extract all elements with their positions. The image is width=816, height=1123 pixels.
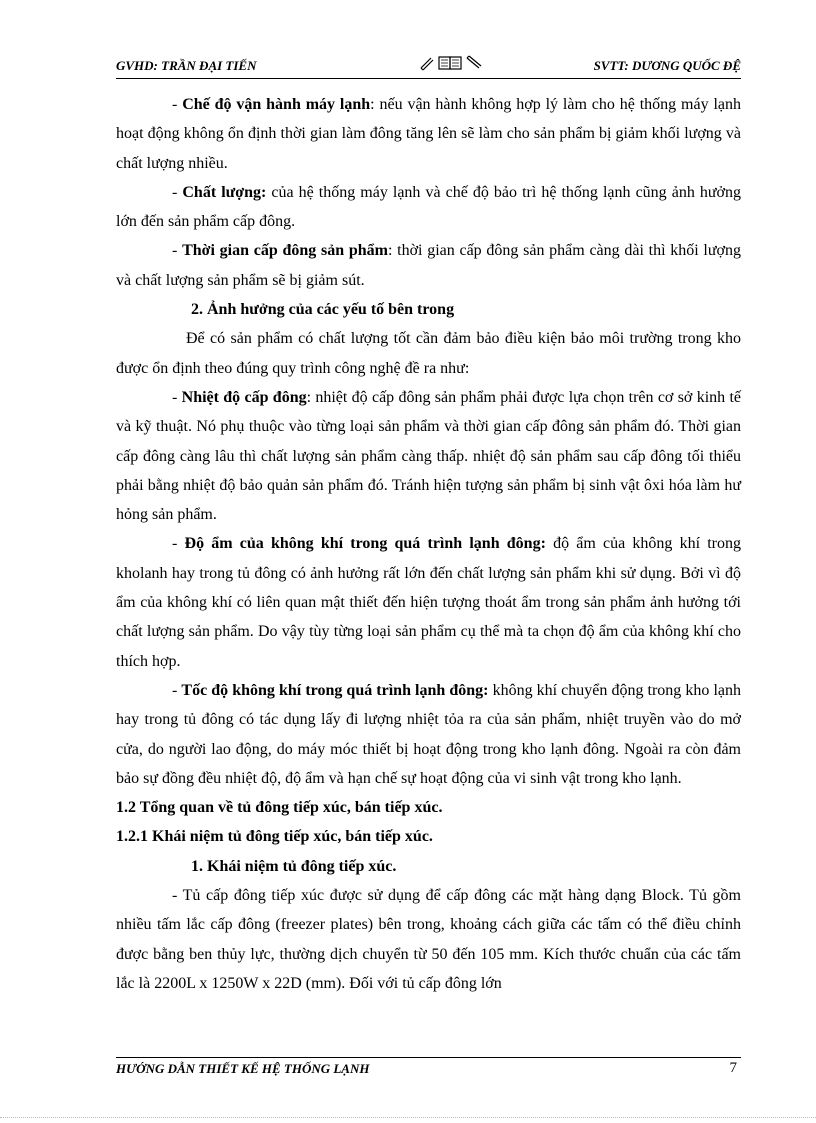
term-humidity: Độ ẩm của không khí trong quá trình lạnh đông:	[184, 535, 546, 553]
paragraph-humidity	[116, 529, 741, 675]
page-footer	[116, 1057, 741, 1076]
dash: -	[172, 887, 183, 905]
page-number: 7	[729, 1060, 737, 1076]
term-freezing-temperature: Nhiệt độ cấp đông	[181, 388, 307, 406]
paragraph-text: độ ẩm của không khí trong kholanh hay trong tủ đông có ảnh hưởng rất lớn đến chất lượng sản phẩm khi sử dụng. Bởi vì độ ẩm của không khí có liên quan mật thiết đến hiện tượng thoát ẩm trong sản phẩm ảnh hưởng tới chất lượng sản phẩm. Do vậy tùy từng loại sản phẩm cụ thể mà ta chọn độ ẩm của không khí cho thích hợp.	[116, 535, 741, 670]
heading-1-2: 1.2 Tổng quan về tủ đông tiếp xúc, bán tiếp xúc.	[116, 799, 443, 817]
dash: -	[172, 535, 185, 553]
paragraph-freezing-time	[116, 236, 741, 295]
paragraph-freezing-temperature	[116, 383, 741, 529]
dash: -	[172, 242, 183, 260]
footer-title: HƯỚNG DẪN THIẾT KẾ HỆ THỐNG LẠNH	[116, 1061, 370, 1076]
document-body	[116, 90, 741, 998]
paragraph-operation-mode	[116, 90, 741, 178]
term-freezing-time: Thời gian cấp đông sản phẩm	[182, 242, 388, 260]
paragraph-text: Tủ cấp đông tiếp xúc được sử dụng để cấp đông các mặt hàng dạng Block. Tủ gồm nhiều tấm lắc cấp đông (freezer plates) bên trong, khoảng cách giữa các tấm có thể điều chỉnh được bằng ben thủy lực, thường dịch chuyển từ 50 đến 105 mm. Kích thước chuẩn của các tấm lắc là 2200L x 1250W x 22D (mm). Đối với tủ cấp đông lớn	[116, 887, 741, 992]
term-air-speed: Tốc độ không khí trong quá trình lạnh đông:	[181, 681, 489, 699]
heading-1-2-1: 1.2.1 Khái niệm tủ đông tiếp xúc, bán tiếp xúc.	[116, 828, 433, 846]
paragraph-text: của hệ thống máy lạnh và chế độ bảo trì hệ thống lạnh cũng ảnh hưởng lớn đến sản phẩm cấp đông.	[116, 183, 741, 231]
page-edge-divider	[0, 1117, 816, 1118]
term-quality: Chất lượng:	[182, 183, 267, 201]
paragraph-text: : thời gian cấp đông sản phẩm càng dài thì khối lượng và chất lượng sản phẩm sẽ bị giảm sút.	[116, 242, 742, 289]
book-ornament-icon	[406, 54, 496, 72]
header-advisor: GVHD: TRẦN ĐẠI TIẾN	[116, 58, 257, 73]
paragraph-text: : nhiệt độ cấp đông sản phẩm phải được lựa chọn trên cơ sở kinh tế và kỹ thuật. Nó phụ thuộc vào từng loại sản phẩm và thời gian cấp đông sản phẩm đó. Thời gian cấp đông càng lâu thì chất lượng sản phẩm càng thấp. nhiệt độ sản phẩm sau cấp đông tối thiểu phải bằng nhiệt độ bảo quản sản phẩm đó. Tránh hiện tượng sản phẩm bị sinh vật ôxi hóa làm hư hỏng sản phẩm.	[116, 388, 742, 524]
term-operation-mode: Chế độ vận hành máy lạnh	[182, 96, 371, 113]
heading-contact-freezer: 1. Khái niệm tủ đông tiếp xúc.	[191, 857, 397, 875]
dash: -	[172, 183, 183, 201]
header-student: SVTT: DƯƠNG QUỐC ĐỆ	[593, 58, 741, 73]
dash: -	[172, 681, 182, 699]
dash: -	[172, 388, 182, 406]
dash: -	[172, 96, 183, 113]
paragraph-intro-internal: Để có sản phẩm có chất lượng tốt cần đảm bảo điều kiện bảo môi trường trong kho được ổn định theo đúng quy trình công nghệ đề ra như:	[116, 330, 741, 377]
paragraph-text: : nếu vận hành không hợp lý làm cho hệ thống máy lạnh hoạt động không ổn định thời gian làm đông tăng lên sẽ làm cho sản phẩm bị giảm khối lượng và chất lượng nhiều.	[116, 96, 742, 172]
heading-internal-factors: 2. Ảnh hưởng của các yếu tố bên trong	[191, 301, 455, 319]
paragraph-air-speed	[116, 676, 741, 793]
page-header	[116, 54, 741, 79]
paragraph-quality	[116, 178, 741, 237]
paragraph-text: không khí chuyển động trong kho lạnh hay trong tủ đông có tác dụng lấy đi lượng nhiệt tỏa ra của sản phẩm, nhiệt truyền vào do mở cửa, do người lao động, do máy móc thiết bị hoạt động trong kho lạnh đông. Ngoài ra còn đảm bảo sự đồng đều nhiệt độ, độ ẩm và hạn chế sự hoạt động của vi sinh vật trong kho lạnh.	[116, 681, 742, 787]
paragraph-contact-freezer	[116, 881, 741, 998]
